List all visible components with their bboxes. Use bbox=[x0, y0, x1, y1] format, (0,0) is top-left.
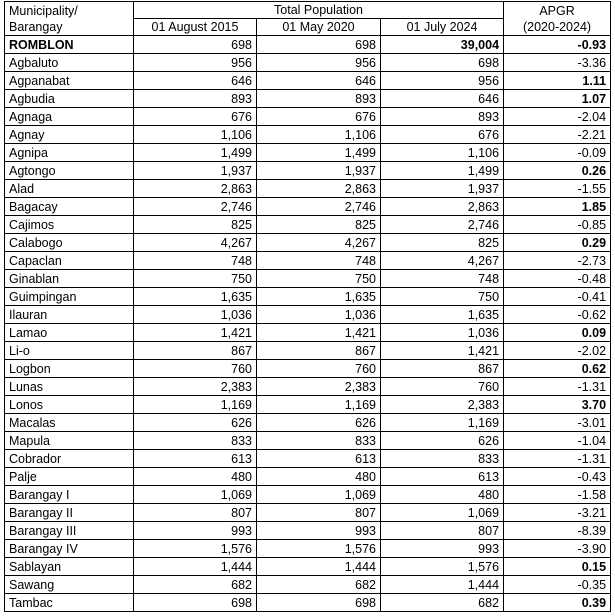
apgr-cell: -2.73 bbox=[504, 252, 611, 270]
population-2024-cell: 1,421 bbox=[381, 342, 504, 360]
barangay-name-cell: Agbudia bbox=[5, 90, 134, 108]
barangay-name-cell: Agbaluto bbox=[5, 54, 134, 72]
apgr-cell: -2.04 bbox=[504, 108, 611, 126]
barangay-name-cell: Macalas bbox=[5, 414, 134, 432]
table-row bbox=[5, 288, 611, 306]
population-2020-cell: 1,576 bbox=[257, 540, 381, 558]
table-row bbox=[5, 72, 611, 90]
population-2020-cell: 893 bbox=[257, 90, 381, 108]
barangay-name-cell: Agnay bbox=[5, 126, 134, 144]
population-2020-cell: 1,069 bbox=[257, 486, 381, 504]
table-row bbox=[5, 414, 611, 432]
apgr-header bbox=[504, 2, 611, 36]
population-2024-cell: 613 bbox=[381, 468, 504, 486]
table-row bbox=[5, 522, 611, 540]
population-2024-cell: 1,036 bbox=[381, 324, 504, 342]
barangay-name-cell: Barangay II bbox=[5, 504, 134, 522]
table-body bbox=[5, 36, 611, 612]
population-2020-cell: 2,746 bbox=[257, 198, 381, 216]
barangay-name-cell: Calabogo bbox=[5, 234, 134, 252]
total-population-header: Total Population bbox=[134, 2, 504, 19]
table-row bbox=[5, 360, 611, 378]
population-2020-cell: 698 bbox=[257, 594, 381, 612]
apgr-cell: -0.43 bbox=[504, 468, 611, 486]
population-2015-cell: 867 bbox=[134, 342, 257, 360]
population-2024-cell: 1,937 bbox=[381, 180, 504, 198]
apgr-cell: -3.36 bbox=[504, 54, 611, 72]
barangay-name-cell: Alad bbox=[5, 180, 134, 198]
barangay-name-cell: Barangay I bbox=[5, 486, 134, 504]
population-2020-cell: 676 bbox=[257, 108, 381, 126]
population-2015-cell: 1,069 bbox=[134, 486, 257, 504]
header-name-line-1: Municipality/ bbox=[9, 4, 78, 18]
apgr-cell: 0.29 bbox=[504, 234, 611, 252]
apgr-cell: 3.70 bbox=[504, 396, 611, 414]
population-2020-cell: 807 bbox=[257, 504, 381, 522]
population-2024-cell: 626 bbox=[381, 432, 504, 450]
apgr-cell: -2.21 bbox=[504, 126, 611, 144]
population-2015-cell: 760 bbox=[134, 360, 257, 378]
table-row bbox=[5, 270, 611, 288]
table-row bbox=[5, 450, 611, 468]
population-2024-cell: 2,383 bbox=[381, 396, 504, 414]
population-2024-cell: 1,499 bbox=[381, 162, 504, 180]
population-2020-cell: 750 bbox=[257, 270, 381, 288]
population-2024-cell: 760 bbox=[381, 378, 504, 396]
table-row bbox=[5, 90, 611, 108]
population-2020-cell: 698 bbox=[257, 36, 381, 54]
table-row bbox=[5, 306, 611, 324]
apgr-cell: -0.85 bbox=[504, 216, 611, 234]
population-2020-cell: 1,937 bbox=[257, 162, 381, 180]
population-2015-cell: 4,267 bbox=[134, 234, 257, 252]
population-2024-cell: 698 bbox=[381, 54, 504, 72]
barangay-name-cell: Logbon bbox=[5, 360, 134, 378]
population-2015-cell: 676 bbox=[134, 108, 257, 126]
population-2015-cell: 1,499 bbox=[134, 144, 257, 162]
apgr-cell: 1.07 bbox=[504, 90, 611, 108]
table-row bbox=[5, 36, 611, 54]
population-2015-cell: 1,576 bbox=[134, 540, 257, 558]
population-2015-cell: 993 bbox=[134, 522, 257, 540]
population-2015-cell: 2,383 bbox=[134, 378, 257, 396]
barangay-name-cell: Sablayan bbox=[5, 558, 134, 576]
population-2020-cell: 682 bbox=[257, 576, 381, 594]
header-apgr-line-1: APGR bbox=[539, 3, 575, 18]
population-2015-cell: 1,169 bbox=[134, 396, 257, 414]
population-2020-cell: 993 bbox=[257, 522, 381, 540]
table-row bbox=[5, 180, 611, 198]
barangay-name-cell: Agpanabat bbox=[5, 72, 134, 90]
population-2020-cell: 646 bbox=[257, 72, 381, 90]
table-row bbox=[5, 252, 611, 270]
table-row bbox=[5, 144, 611, 162]
population-2024-cell: 1,635 bbox=[381, 306, 504, 324]
population-2015-cell: 2,863 bbox=[134, 180, 257, 198]
population-2020-cell: 2,383 bbox=[257, 378, 381, 396]
barangay-name-cell: Ilauran bbox=[5, 306, 134, 324]
population-2015-cell: 1,106 bbox=[134, 126, 257, 144]
population-2015-cell: 748 bbox=[134, 252, 257, 270]
table-row bbox=[5, 396, 611, 414]
barangay-name-cell: Agnipa bbox=[5, 144, 134, 162]
population-2024-cell: 1,444 bbox=[381, 576, 504, 594]
table-row bbox=[5, 504, 611, 522]
barangay-name-cell: Sawang bbox=[5, 576, 134, 594]
population-2015-cell: 480 bbox=[134, 468, 257, 486]
population-2024-cell: 1,106 bbox=[381, 144, 504, 162]
population-2024-cell: 807 bbox=[381, 522, 504, 540]
population-2015-cell: 682 bbox=[134, 576, 257, 594]
apgr-cell: -0.09 bbox=[504, 144, 611, 162]
population-2015-cell: 956 bbox=[134, 54, 257, 72]
apgr-cell: 0.62 bbox=[504, 360, 611, 378]
barangay-name-cell: Cobrador bbox=[5, 450, 134, 468]
population-2015-cell: 2,746 bbox=[134, 198, 257, 216]
apgr-cell: 1.11 bbox=[504, 72, 611, 90]
table-row bbox=[5, 540, 611, 558]
header-2020: 01 May 2020 bbox=[257, 19, 381, 36]
population-2015-cell: 698 bbox=[134, 36, 257, 54]
table-row bbox=[5, 432, 611, 450]
population-2015-cell: 1,036 bbox=[134, 306, 257, 324]
population-2015-cell: 1,937 bbox=[134, 162, 257, 180]
table-row bbox=[5, 594, 611, 612]
barangay-name-cell: Cajimos bbox=[5, 216, 134, 234]
population-2015-cell: 626 bbox=[134, 414, 257, 432]
population-2024-cell: 748 bbox=[381, 270, 504, 288]
table-row bbox=[5, 486, 611, 504]
population-2024-cell: 825 bbox=[381, 234, 504, 252]
population-table bbox=[4, 1, 611, 612]
barangay-name-cell: Tambac bbox=[5, 594, 134, 612]
apgr-cell: -1.55 bbox=[504, 180, 611, 198]
barangay-name-cell: Agnaga bbox=[5, 108, 134, 126]
population-2024-cell: 480 bbox=[381, 486, 504, 504]
barangay-name-cell: Agtongo bbox=[5, 162, 134, 180]
apgr-cell: -0.62 bbox=[504, 306, 611, 324]
population-2020-cell: 613 bbox=[257, 450, 381, 468]
barangay-name-cell: Capaclan bbox=[5, 252, 134, 270]
population-2020-cell: 1,169 bbox=[257, 396, 381, 414]
apgr-cell: -8.39 bbox=[504, 522, 611, 540]
barangay-name-cell: Barangay III bbox=[5, 522, 134, 540]
population-2020-cell: 2,863 bbox=[257, 180, 381, 198]
population-2024-cell: 2,863 bbox=[381, 198, 504, 216]
population-2015-cell: 750 bbox=[134, 270, 257, 288]
barangay-name-cell: Palje bbox=[5, 468, 134, 486]
table-row bbox=[5, 234, 611, 252]
barangay-name-cell: Li-o bbox=[5, 342, 134, 360]
table-row bbox=[5, 216, 611, 234]
table-row bbox=[5, 126, 611, 144]
apgr-cell: -0.41 bbox=[504, 288, 611, 306]
population-2020-cell: 833 bbox=[257, 432, 381, 450]
barangay-name-cell: Guimpingan bbox=[5, 288, 134, 306]
population-2015-cell: 807 bbox=[134, 504, 257, 522]
population-2015-cell: 1,635 bbox=[134, 288, 257, 306]
population-2020-cell: 867 bbox=[257, 342, 381, 360]
apgr-cell: -1.04 bbox=[504, 432, 611, 450]
apgr-cell: -1.31 bbox=[504, 450, 611, 468]
table-row bbox=[5, 198, 611, 216]
apgr-cell: -0.93 bbox=[504, 36, 611, 54]
population-2020-cell: 1,106 bbox=[257, 126, 381, 144]
population-2020-cell: 480 bbox=[257, 468, 381, 486]
population-2024-cell: 867 bbox=[381, 360, 504, 378]
apgr-cell: 0.26 bbox=[504, 162, 611, 180]
apgr-cell: -2.02 bbox=[504, 342, 611, 360]
header-2015: 01 August 2015 bbox=[134, 19, 257, 36]
population-2024-cell: 682 bbox=[381, 594, 504, 612]
population-2020-cell: 748 bbox=[257, 252, 381, 270]
population-2024-cell: 1,069 bbox=[381, 504, 504, 522]
population-2015-cell: 613 bbox=[134, 450, 257, 468]
header-2024: 01 July 2024 bbox=[381, 19, 504, 36]
population-2020-cell: 1,635 bbox=[257, 288, 381, 306]
apgr-cell: -1.31 bbox=[504, 378, 611, 396]
population-2024-cell: 833 bbox=[381, 450, 504, 468]
population-2020-cell: 4,267 bbox=[257, 234, 381, 252]
apgr-cell: 1.85 bbox=[504, 198, 611, 216]
population-2024-cell: 4,267 bbox=[381, 252, 504, 270]
population-2015-cell: 698 bbox=[134, 594, 257, 612]
barangay-name-cell: ROMBLON bbox=[5, 36, 134, 54]
table-row bbox=[5, 468, 611, 486]
apgr-cell: -3.21 bbox=[504, 504, 611, 522]
apgr-cell: 0.09 bbox=[504, 324, 611, 342]
table-row bbox=[5, 162, 611, 180]
apgr-cell: -0.48 bbox=[504, 270, 611, 288]
table-row bbox=[5, 342, 611, 360]
population-2024-cell: 893 bbox=[381, 108, 504, 126]
population-2024-cell: 956 bbox=[381, 72, 504, 90]
population-2024-cell: 1,169 bbox=[381, 414, 504, 432]
barangay-name-cell: Barangay IV bbox=[5, 540, 134, 558]
apgr-cell: 0.15 bbox=[504, 558, 611, 576]
population-2020-cell: 760 bbox=[257, 360, 381, 378]
population-2020-cell: 956 bbox=[257, 54, 381, 72]
table-row bbox=[5, 108, 611, 126]
population-2020-cell: 1,444 bbox=[257, 558, 381, 576]
population-2015-cell: 825 bbox=[134, 216, 257, 234]
barangay-name-cell: Lonos bbox=[5, 396, 134, 414]
population-2024-cell: 993 bbox=[381, 540, 504, 558]
table-row bbox=[5, 378, 611, 396]
municipality-barangay-header bbox=[5, 2, 134, 36]
apgr-cell: -1.58 bbox=[504, 486, 611, 504]
population-2024-cell: 1,576 bbox=[381, 558, 504, 576]
population-2020-cell: 1,036 bbox=[257, 306, 381, 324]
population-2024-cell: 2,746 bbox=[381, 216, 504, 234]
population-2024-cell: 646 bbox=[381, 90, 504, 108]
population-2020-cell: 1,499 bbox=[257, 144, 381, 162]
population-2024-cell: 676 bbox=[381, 126, 504, 144]
population-2020-cell: 626 bbox=[257, 414, 381, 432]
population-2015-cell: 893 bbox=[134, 90, 257, 108]
table-row bbox=[5, 576, 611, 594]
header-row-1 bbox=[5, 2, 611, 19]
barangay-name-cell: Bagacay bbox=[5, 198, 134, 216]
population-2015-cell: 1,444 bbox=[134, 558, 257, 576]
population-2015-cell: 833 bbox=[134, 432, 257, 450]
table-row bbox=[5, 558, 611, 576]
header-apgr-line-2: (2020-2024) bbox=[522, 19, 592, 34]
table-row bbox=[5, 324, 611, 342]
population-2015-cell: 646 bbox=[134, 72, 257, 90]
population-2020-cell: 1,421 bbox=[257, 324, 381, 342]
apgr-cell: 0.39 bbox=[504, 594, 611, 612]
population-2024-cell: 39,004 bbox=[381, 36, 504, 54]
barangay-name-cell: Lamao bbox=[5, 324, 134, 342]
apgr-cell: -3.01 bbox=[504, 414, 611, 432]
barangay-name-cell: Lunas bbox=[5, 378, 134, 396]
population-2015-cell: 1,421 bbox=[134, 324, 257, 342]
barangay-name-cell: Mapula bbox=[5, 432, 134, 450]
apgr-cell: -0.35 bbox=[504, 576, 611, 594]
apgr-cell: -3.90 bbox=[504, 540, 611, 558]
table-row bbox=[5, 54, 611, 72]
barangay-name-cell: Ginablan bbox=[5, 270, 134, 288]
header-name-line-2: Barangay bbox=[9, 20, 63, 34]
population-2020-cell: 825 bbox=[257, 216, 381, 234]
population-2024-cell: 750 bbox=[381, 288, 504, 306]
